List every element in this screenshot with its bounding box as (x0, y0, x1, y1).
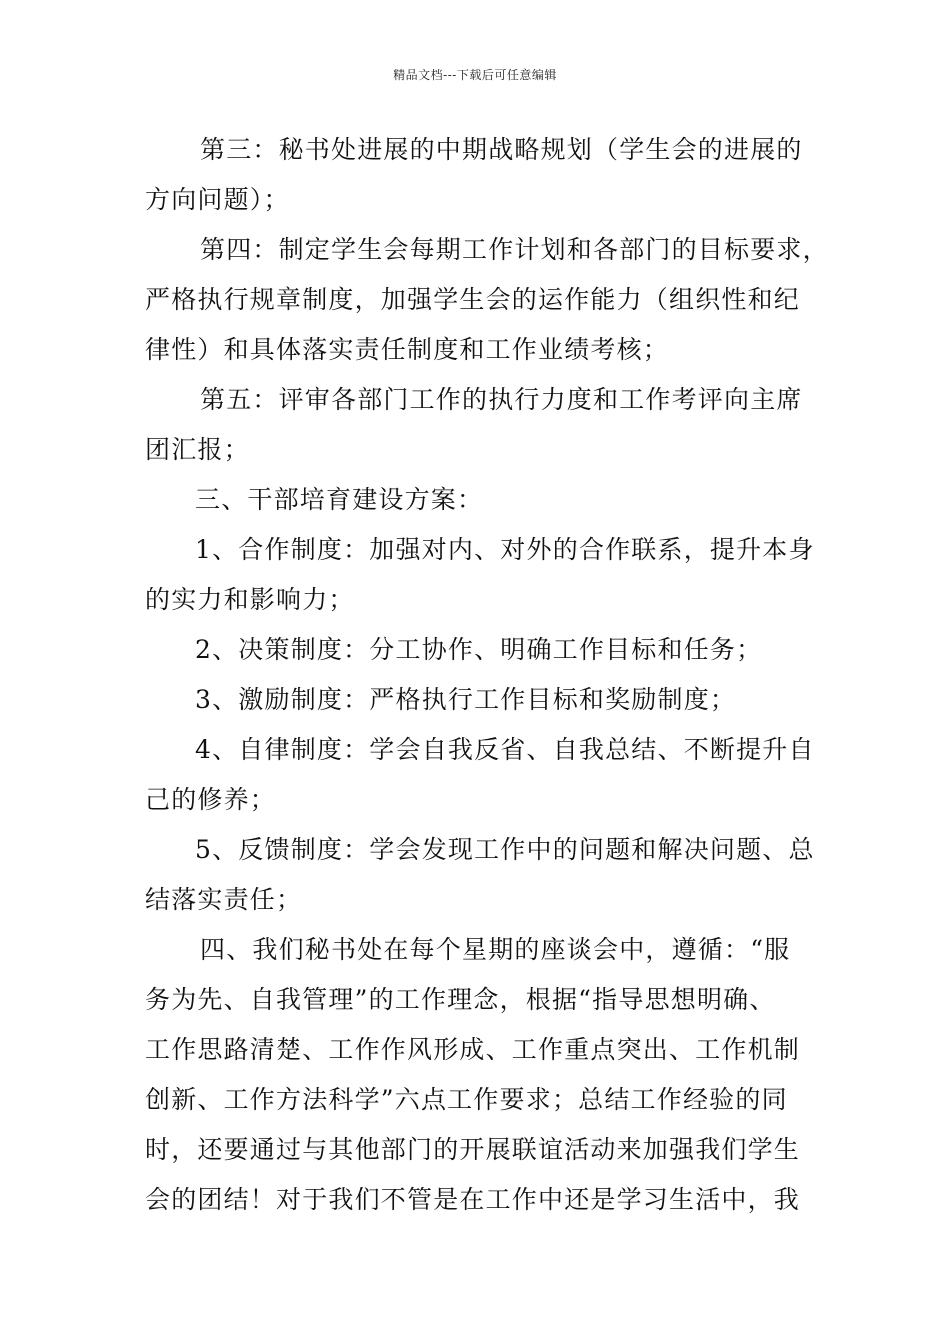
body-line: 第四：制定学生会每期工作计划和各部门的目标要求， (200, 235, 829, 264)
body-line: 工作思路清楚、工作作风形成、工作重点突出、工作机制 (145, 1035, 801, 1064)
body-line: 己的修养； (145, 785, 277, 814)
body-line: 2、决策制度：分工协作、明确工作目标和任务； (195, 635, 763, 664)
body-line: 第五：评审各部门工作的执行力度和工作考评向主席 (200, 385, 803, 414)
body-line: 三、干部培育建设方案： (195, 485, 484, 514)
body-line: 律性）和具体落实责任制度和工作业绩考核； (145, 335, 670, 364)
page-header: 精品文档---下载后可任意编辑 (393, 68, 557, 82)
body-line: 会的团结！对于我们不管是在工作中还是学习生活中，我 (145, 1185, 801, 1214)
body-line: 团汇报； (145, 435, 250, 464)
body-line: 创新、工作方法科学”六点工作要求；总结工作经验的同 (145, 1085, 788, 1114)
body-line: 结落实责任； (145, 885, 303, 914)
body-line: 4、自律制度：学会自我反省、自我总结、不断提升自 (195, 735, 815, 764)
body-line: 四、我们秘书处在每个星期的座谈会中，遵循：“服 (200, 935, 791, 964)
body-line: 方向问题）； (145, 185, 290, 214)
body-line: 时，还要通过与其他部门的开展联谊活动来加强我们学生 (145, 1135, 801, 1164)
body-line: 第三：秘书处进展的中期战略规划（学生会的进展的 (200, 135, 803, 164)
body-line: 3、激励制度：严格执行工作目标和奖励制度； (195, 685, 737, 714)
body-line: 5、反馈制度：学会发现工作中的问题和解决问题、总 (195, 835, 815, 864)
body-line: 严格执行规章制度，加强学生会的运作能力（组织性和纪 (145, 285, 801, 314)
body-line: 的实力和影响力； (145, 585, 355, 614)
body-line: 务为先、自我管理”的工作理念，根据“指导思想明确、 (145, 985, 776, 1014)
body-line: 1、合作制度：加强对内、对外的合作联系，提升本身 (195, 535, 815, 564)
